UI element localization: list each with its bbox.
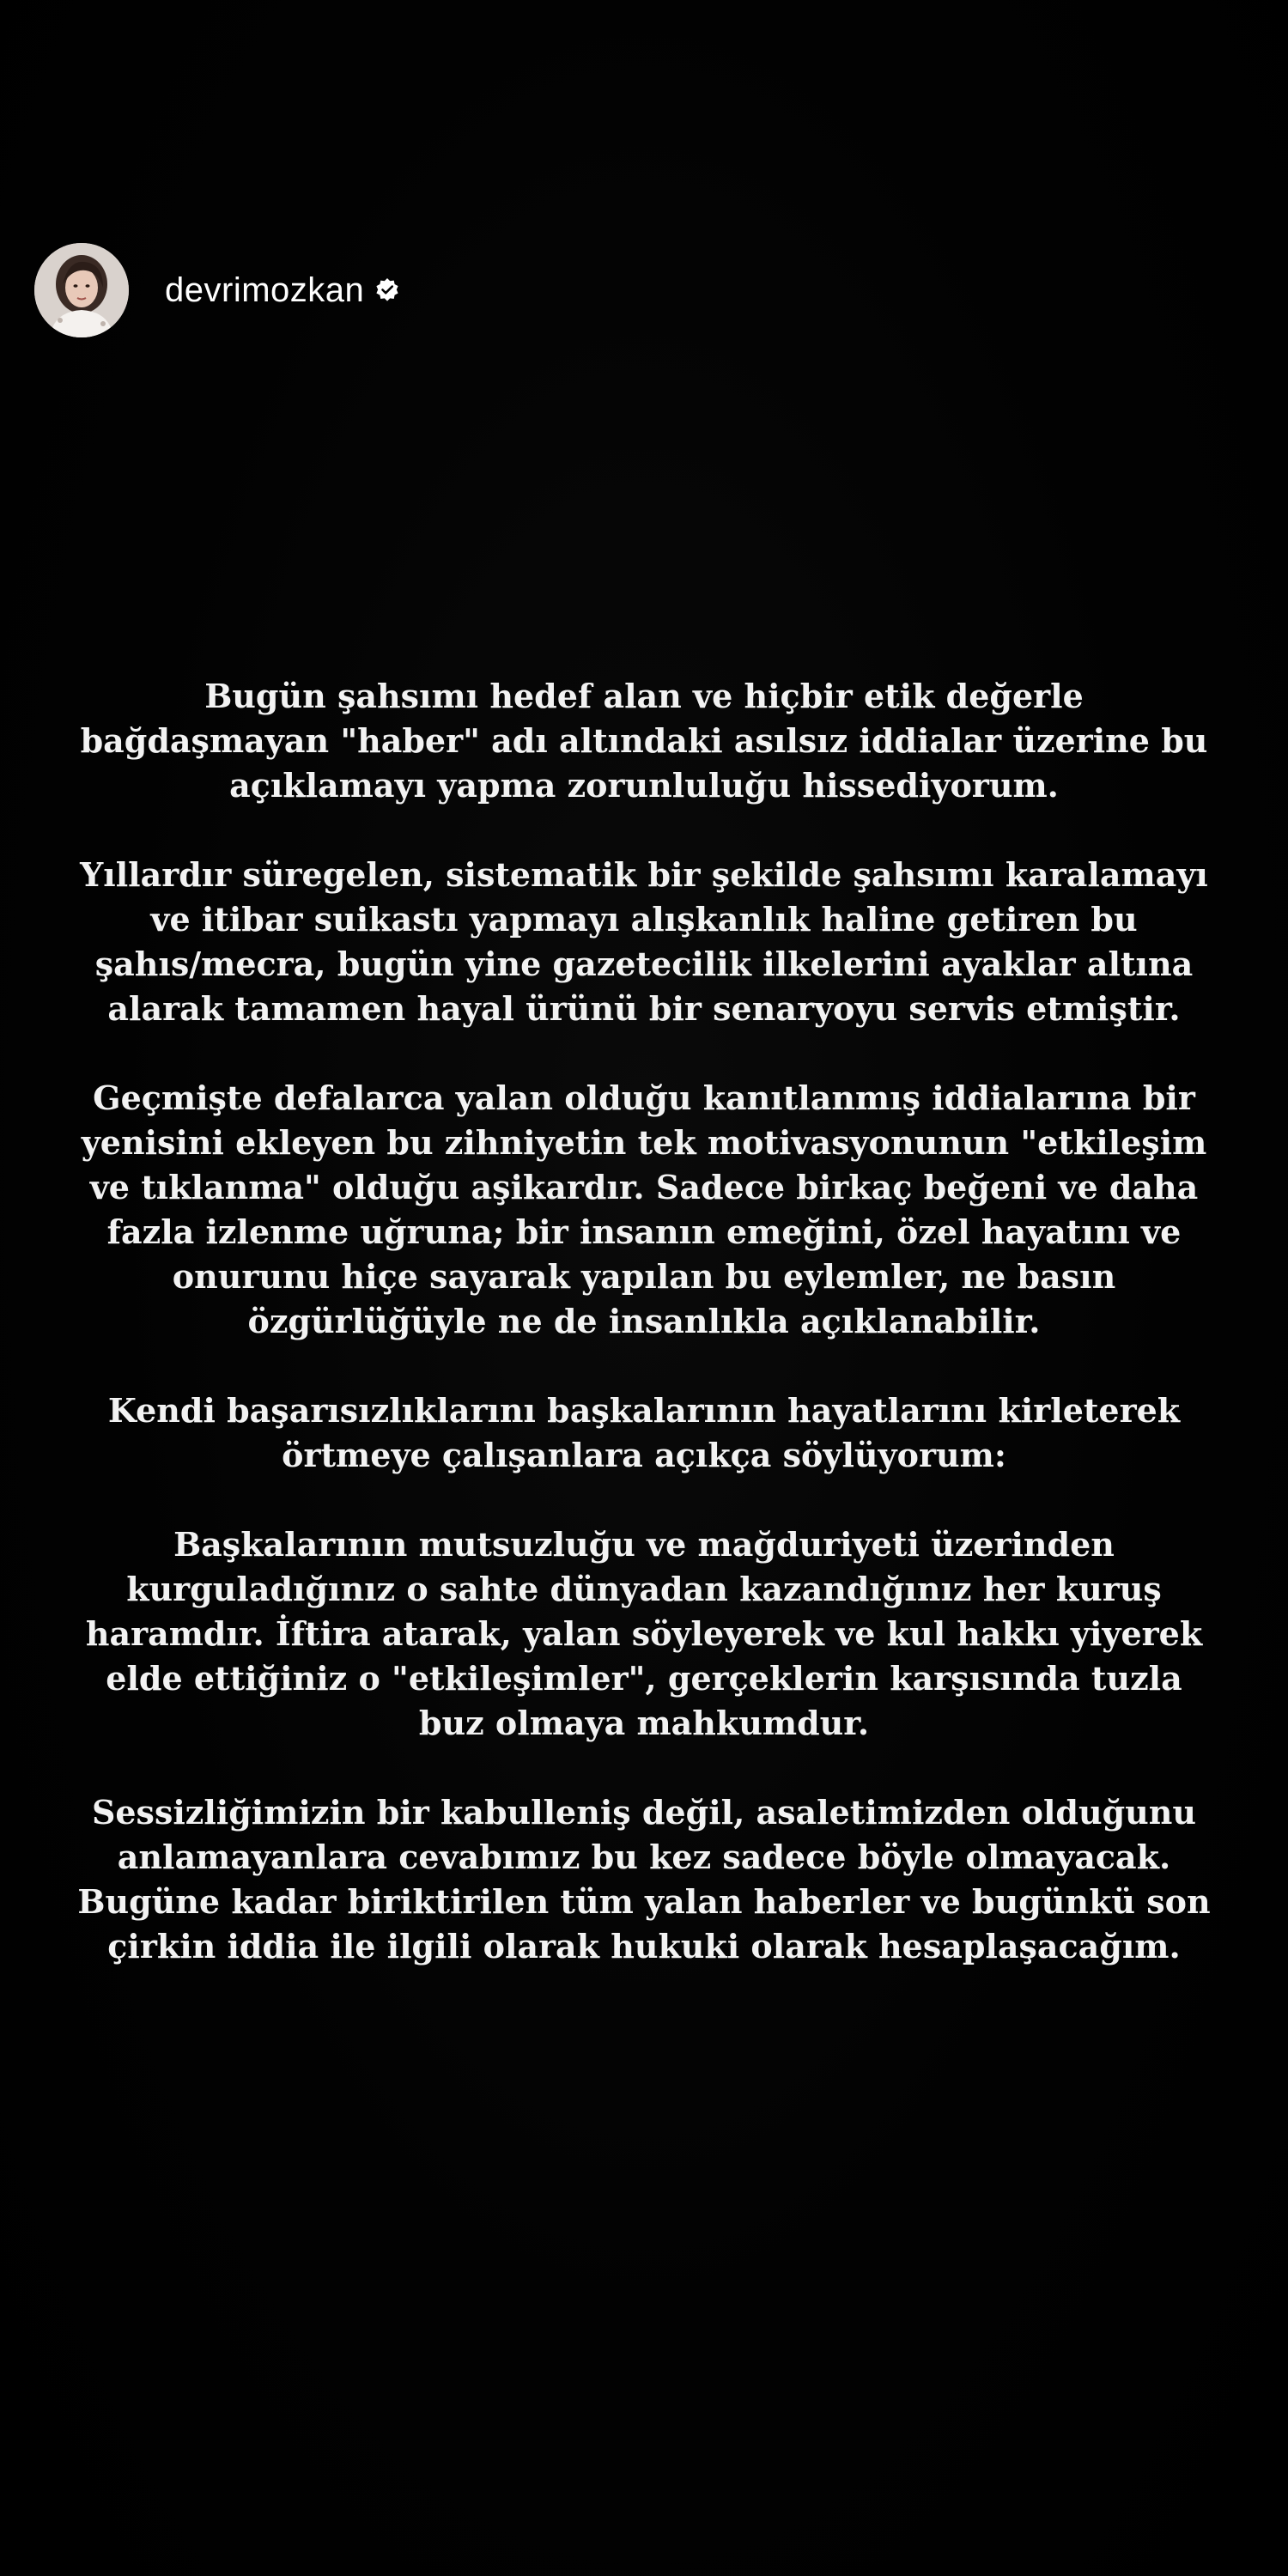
statement-paragraph-1: Bugün şahsımı hedef alan ve hiçbir etik değerle bağdaşmayan "haber" adı altındaki asılsız iddialar üzerine bu açıklamayı yapma zorunluluğu hissediyorum. — [80, 677, 1208, 805]
avatar[interactable] — [34, 243, 129, 337]
profile-photo — [34, 243, 129, 337]
statement-paragraph-3: Geçmişte defalarca yalan olduğu kanıtlanmış iddialarına bir yenisini ekleyen bu zihniyetin tek motivasyonunun "etkileşim ve tıklanma" olduğu aşikardır. Sadece birkaç beğeni ve daha fazla izlenme uğruna; bir insanın emeğini, özel hayatını ve onurunu hiçe sayarak yapılan bu eylemler, ne basın özgürlüğüyle ne de insanlıkla açıklanabilir. — [81, 1078, 1207, 1340]
story-header — [34, 240, 400, 340]
statement-paragraph-4: Kendi başarısızlıklarını başkalarının hayatlarını kirleterek örtmeye çalışanlara açıkça söylüyorum: — [107, 1391, 1181, 1474]
username[interactable]: devrimozkan — [165, 271, 365, 309]
statement-paragraph-5: Başkalarının mutsuzluğu ve mağduriyeti üzerinden kurguladığınız o sahte dünyadan kazandığınız her kuruş haramdır. İftira atarak, yalan söyleyerek ve kul hakkı yiyerek elde ettiğiniz o "etkileşimler", gerçeklerin karşısında tuzla buz olmaya mahkumdur. — [85, 1525, 1203, 1742]
statement-text — [77, 674, 1211, 1969]
verified-badge-icon — [374, 277, 400, 303]
statement-paragraph-6: Sessizliğimizin bir kabulleniş değil, asaletimizden olduğunu anlamayanlara cevabımız bu kez sadece böyle olmayacak. Bugüne kadar biriktirilen tüm yalan haberler ve bugünkü son çirkin iddia ile ilgili olarak hukuki olarak hesaplaşacağım. — [77, 1793, 1211, 1965]
statement-paragraph-2: Yıllardır süregelen, sistematik bir şekilde şahsımı karalamayı ve itibar suikastı yapmayı alışkanlık haline getiren bu şahıs/mecra, bugün yine gazetecilik ilkelerini ayaklar altına alarak tamamen hayal ürünü bir senaryoyu servis etmiştir. — [80, 855, 1208, 1028]
